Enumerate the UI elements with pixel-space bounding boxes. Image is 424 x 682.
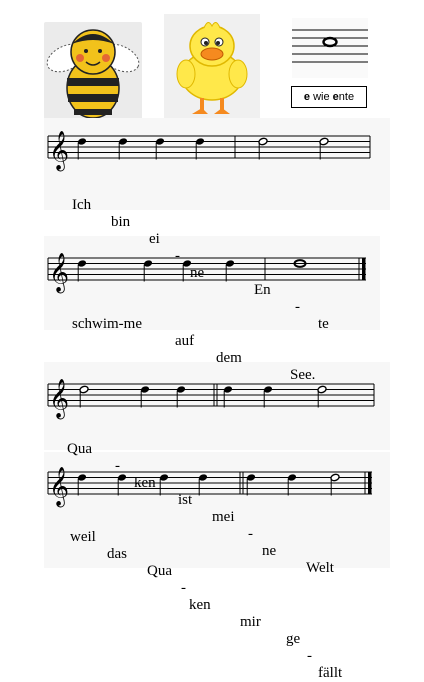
syllable: te <box>318 316 329 332</box>
syllable: - <box>115 458 120 474</box>
lyrics-line-4 <box>0 512 424 682</box>
syllable: fällt <box>318 665 343 681</box>
syllable: mir <box>240 614 261 630</box>
syllable: ei <box>149 231 160 247</box>
syllable: das <box>107 546 127 562</box>
syllable: ne <box>262 543 277 559</box>
syllable: Ich <box>72 197 92 213</box>
syllable: bin <box>111 214 131 230</box>
syllable: Welt <box>306 560 334 576</box>
syllable: En <box>254 282 271 298</box>
syllable: ken <box>189 597 211 613</box>
treble-clef-icon: 𝄞 <box>49 130 70 171</box>
syllable: Qua <box>67 441 92 457</box>
lyrics-line-2 <box>0 299 424 384</box>
syllable: - <box>307 648 312 664</box>
syllable: See. <box>290 367 316 383</box>
syllable: ken <box>134 475 156 491</box>
syllable: - <box>248 526 253 542</box>
syllable: ist <box>178 492 193 508</box>
syllable: - <box>295 299 300 315</box>
syllable: auf <box>175 333 195 349</box>
label-letter-2: e <box>332 91 339 103</box>
syllable: dem <box>216 350 242 366</box>
treble-clef-icon: 𝄞 <box>49 252 70 293</box>
syllable: schwim-me <box>72 316 142 332</box>
syllable: ne <box>190 265 205 281</box>
treble-clef-icon: 𝄞 <box>49 466 70 507</box>
syllable: ge <box>286 631 301 647</box>
label-letter: e <box>303 91 311 103</box>
treble-clef-icon: 𝄞 <box>49 378 70 419</box>
syllable: - <box>181 580 186 596</box>
syllable: mei <box>212 509 235 525</box>
label-text-1: wie <box>310 91 333 103</box>
syllable: - <box>175 248 180 264</box>
label-text-2: nte <box>338 91 355 103</box>
syllable: Qua <box>147 563 172 579</box>
syllable: weil <box>70 529 96 545</box>
